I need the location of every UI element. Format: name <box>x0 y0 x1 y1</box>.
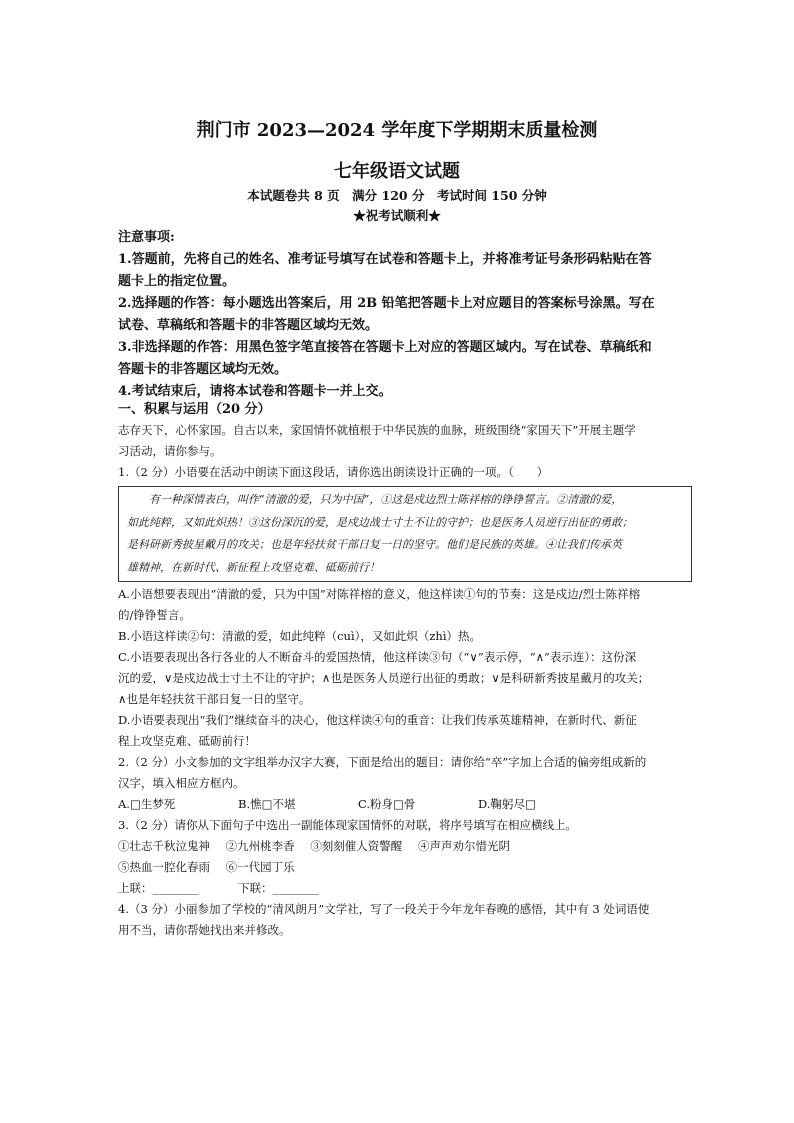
exam-subtitle: 七年级语文试题 <box>334 161 460 182</box>
q2-stem-cont: 汉字，填入相应方框内。 <box>118 776 245 790</box>
q2-option-c: C.粉身□骨 <box>358 797 416 811</box>
q1-passage-line: 是科研新秀披星戴月的攻关；也是年轻扶贫干部日复一日的坚守。他们是民族的英雄。④让我们传承英 <box>127 538 622 551</box>
q1-option-a: A.小语想要表现出“清澈的爱，只为中国”对陈祥榕的意义，他这样读①句的节奏：这是戍边/烈士陈祥榕 <box>118 587 641 601</box>
notes-line: 试卷、草稿纸和答题卡的非答题区域均无效。 <box>118 318 379 333</box>
q1-stem: 1.（2 分）小语要在活动中朗读下面这段话，请你选出朗读设计正确的一项。（ ） <box>118 465 549 479</box>
notes-heading: 注意事项: <box>118 230 175 245</box>
notes-line: 1.答题前，先将自己的姓名、准考证号填写在试卷和答题卡上，并将准考证号条形码粘贴在答 <box>118 252 652 267</box>
notes-line: 3.非选择题的作答：用黑色签字笔直接答在答题卡上对应的答题区域内。写在试卷、草稿纸和 <box>118 340 652 355</box>
notes-line: 题卡上的指定位置。 <box>118 274 236 289</box>
q2-options <box>118 794 692 815</box>
q3-items-row <box>118 857 692 878</box>
notes-line: 4.考试结束后，请将本试卷和答题卡一并上交。 <box>118 384 392 399</box>
questions-block <box>118 399 692 941</box>
q3-item: ⑤热血一腔化春雨 <box>118 860 210 874</box>
q1-passage-line: 有一种深情表白，叫作“清澈的爱，只为中国”，①这是戍边烈士陈祥榕的铮铮誓言。②清澈的爱， <box>127 493 623 506</box>
q1-passage-box <box>118 486 692 582</box>
q3-answer-line <box>118 878 692 899</box>
q2-stem: 2.（2 分）小文参加的文字组举办汉字大赛，下面是给出的题目：请你给“卒”字加上合适的偏旁组成新的 <box>118 755 647 769</box>
notes-line: 2.选择题的作答：每小题选出答案后，用 2B 铅笔把答题卡上对应题目的答案标号涂黑。写在 <box>118 296 655 311</box>
q1-passage-line: 如此纯粹，又如此炽热！③这份深沉的爱，是戍边战士寸土不让的守护；也是医务人员逆行出征的勇敢； <box>127 515 633 529</box>
q1-option-c-cont: 沉的爱，∨是戍边战士寸土不让的守护；∧也是医务人员逆行出征的勇敢；∨是科研新秀披星戴月的攻关； <box>118 671 650 685</box>
q3-item: ④声声劝尔惜光阴 <box>417 839 510 853</box>
q1-option-a-cont: 的/铮铮誓言。 <box>118 608 191 622</box>
section-heading: 一、积累与运用（20 分） <box>118 402 271 417</box>
q1-option-c-cont: ∧也是年轻扶贫干部日复一日的坚守。 <box>118 692 311 706</box>
q2-option-a: A.□生梦死 <box>118 797 176 811</box>
q4-stem-cont: 用不当，请你帮她找出来并修改。 <box>118 923 291 937</box>
q3-item: ①壮志千秋泣鬼神 <box>118 839 210 853</box>
q4-stem: 4.（3 分）小丽参加了学校的“清风朗月”文学社，写了一段关于今年龙年春晚的感悟，其中有 3 处词语使 <box>118 902 650 916</box>
q2-option-b: B.憔□不堪 <box>238 797 296 811</box>
section-intro-line: 志存天下，心怀家国。自古以来，家国情怀就植根于中华民族的血脉，班级围绕“家国天下”开展主题学 <box>118 423 636 437</box>
q1-option-c: C.小语要表现出各行各业的人不断奋斗的爱国热情，他这样读③句（“∨”表示停，“∧”表示连）：这份深 <box>118 650 637 664</box>
section-intro-line: 习活动，请你参与。 <box>118 444 222 458</box>
q2-option-d: D.鞠躬尽□ <box>478 797 536 811</box>
q3-items-row <box>118 836 692 857</box>
notes-block <box>118 227 692 403</box>
q1-passage-line: 雄精神，在新时代、新征程上攻坚克难、砥砺前行！ <box>127 560 380 574</box>
q3-item: ⑥一代园丁乐 <box>225 860 295 874</box>
q3-lower-blank: 下联：________ <box>238 881 319 895</box>
q3-upper-blank: 上联：________ <box>118 881 199 895</box>
exam-wish: ★祝考试顺利★ <box>353 208 441 223</box>
q3-stem: 3.（2 分）请你从下面句子中选出一副能体现家国情怀的对联，将序号填写在相应横线上。 <box>118 818 577 832</box>
q1-option-b: B.小语这样读②句：清澈的爱，如此纯粹（cuì），又如此炽（zhì）热。 <box>118 629 482 643</box>
q1-option-d-cont: 程上攻坚克难、砥砺前行！ <box>118 734 256 748</box>
q1-option-d: D.小语要表现出“我们”继续奋斗的决心，他这样读④句的重音：让我们传承英雄精神，在新时代、新征 <box>118 713 637 727</box>
q3-item: ②九州桃李香 <box>225 839 295 853</box>
notes-line: 答题卡的非答题区域均无效。 <box>118 362 288 377</box>
q3-item: ③刻刻催人资警醒 <box>310 839 403 853</box>
exam-meta: 本试题卷共 8 页 满分 120 分 考试时间 150 分钟 <box>247 188 547 203</box>
exam-title: 荆门市 2023—2024 学年度下学期期末质量检测 <box>196 120 598 141</box>
